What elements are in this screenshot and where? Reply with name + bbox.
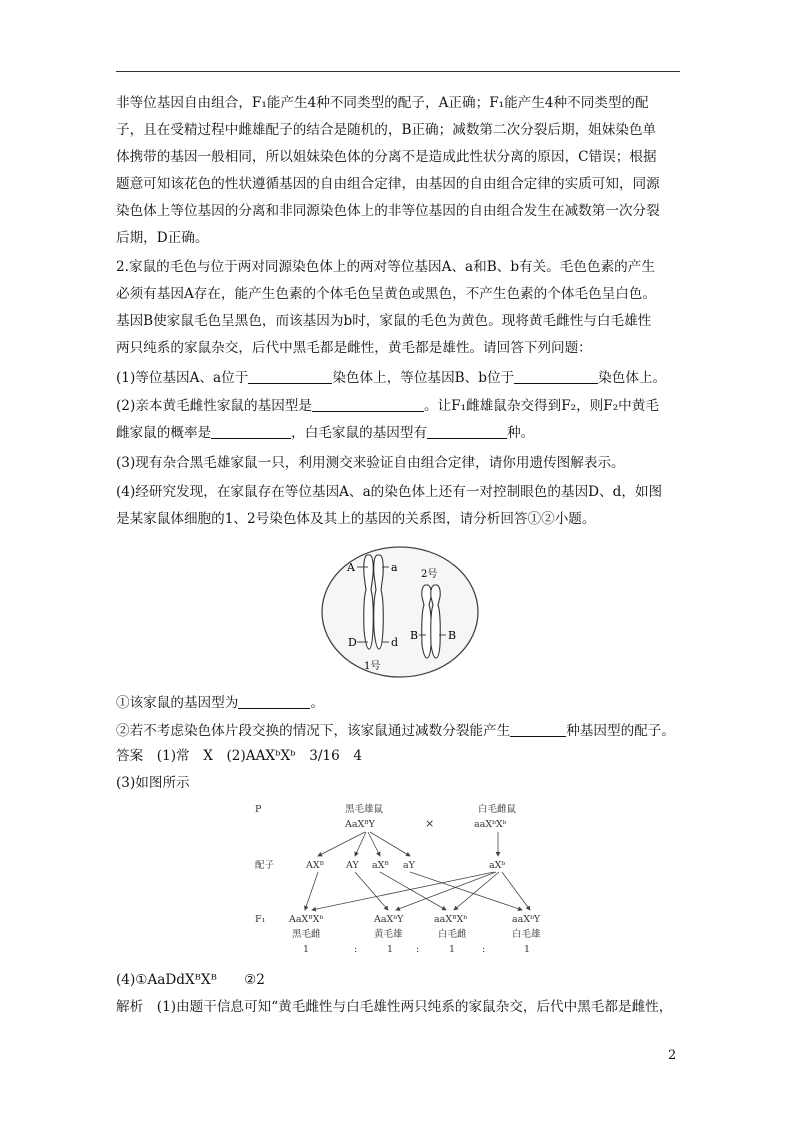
text-line: 非等位基因自由组合，F₁能产生4种不同类型的配子，A正确；F₁能产生4种不同类型的配 [116,95,649,111]
row-label-f1: F₁ [255,914,266,925]
gene-label-d: d [391,636,399,649]
gene-label-D: D [348,636,357,649]
text: ②若不考虑染色体片段交换的情况下，该家鼠通过减数分裂能产生 [116,723,511,739]
answer-blank[interactable] [427,424,507,439]
question-2-line: 必须有基因A存在，能产生色素的个体毛色呈黄色或黑色，不产生色素的个体毛色呈白色。 [116,286,656,302]
chromosome-pair-2 [422,585,441,658]
fill-question-1 [116,691,682,715]
text-line: 体携带的基因一般相同，所以姐妹染色体的分离不是造成此性状分离的原因，C错误；根据 [116,149,657,165]
offspring-phenotype: 黄毛雄 [374,929,403,940]
ratio-separator: : [416,944,420,955]
female-parent-genotype: aaXᵇXᵇ [474,819,507,830]
sub-question-2-cont [116,421,682,445]
question-2-line: 两只纯系的家鼠杂交，后代中黑毛都是雌性，黄毛都是雄性。请回答下列问题： [116,340,592,356]
offspring-phenotype: 白毛雌 [438,929,467,940]
cross-arrows [305,832,530,910]
answer-blank[interactable] [312,397,424,412]
cross-symbol: × [425,817,435,830]
text: ，白毛家鼠的基因型有 [291,425,428,441]
text: (1)等位基因A、a位于 [116,370,249,386]
chromosome-figure [320,545,480,680]
male-gamete: aY [403,860,415,871]
text: (2)亲本黄毛雌性家鼠的基因型是 [116,398,312,414]
offspring-genotype: aaXᵇY [512,914,541,925]
text-line: 题意可知该花色的性状遵循基因的自由组合定律，由基因的自由组合定律的实质可知，同源 [116,176,660,192]
ratio-separator: : [354,944,358,955]
gene-label-A: A [347,561,355,574]
sub-question-3: (3)现有杂合黑毛雄家鼠一只，利用测交来验证自由组合定律，请你用遗传图解表示。 [116,455,625,471]
offspring-ratio: 1 [387,944,394,955]
analysis-line: 解析 (1)由题干信息可知“黄毛雌性与白毛雄性两只纯系的家鼠杂交，后代中黑毛都是雌性， [116,999,673,1015]
offspring-ratio: 1 [449,944,456,955]
sub-question-2 [116,394,682,418]
offspring-genotype: AaXᴮXᵇ [289,914,324,925]
gene-label-B: B [410,629,419,642]
answer-line: 答案 (1)常 X (2)AAXᵇXᵇ 3/16 4 [116,748,362,764]
answer-blank[interactable] [211,424,291,439]
fill-question-2 [116,719,682,743]
sub-question-4: (4)经研究发现，在家鼠存在等位基因A、a的染色体上还有一对控制眼色的基因D、d，如图 [116,484,663,500]
gene-label-a: a [391,561,398,574]
offspring-ratio: 1 [303,944,310,955]
text: 种。 [507,425,535,441]
genetic-cross-diagram [250,800,560,960]
question-2-line: 基因B使家鼠毛色呈黑色，而该基因为b时，家鼠的毛色为黄色。现将黄毛雌性与白毛雄性 [116,313,652,329]
answer-blank[interactable] [510,722,566,737]
answer-line: (3)如图所示 [116,775,190,791]
question-2-line: 2.家鼠的毛色与位于两对同源染色体上的两对等位基因A、a和B、b有关。毛色色素的产生 [116,259,655,275]
male-parent-name: 黑毛雄鼠 [345,804,384,815]
answer-blank[interactable] [238,694,310,709]
female-parent-name: 白毛雌鼠 [478,804,517,815]
male-gamete: AXᴮ [306,860,325,871]
offspring-phenotype: 黑毛雌 [292,929,321,940]
male-parent-genotype: AaXᴮY [345,819,375,830]
text: 染色体上。 [598,370,667,386]
offspring-phenotype: 白毛雄 [512,929,541,940]
text-line: 后期，D正确。 [116,230,209,246]
text: 染色体上，等位基因B、b位于 [332,370,515,386]
sub-question-4: 是某家鼠体细胞的1、2号染色体及其上的基因的关系图，请分析回答①②小题。 [116,511,596,527]
text: 。 [310,695,324,711]
sub-question-1 [116,366,682,390]
female-gamete: aXᵇ [489,860,506,871]
header-rule [116,71,680,72]
cell-outline [322,547,478,677]
row-label-gamete: 配子 [255,860,275,871]
male-gamete: AY [346,860,359,871]
offspring-genotype: aaXᴮXᵇ [434,914,468,925]
text: 。让F₁雌雄鼠杂交得到F₂，则F₂中黄毛 [423,398,659,414]
answer-blank[interactable] [248,369,332,384]
text: ①该家鼠的基因型为 [116,695,239,711]
answer-blank[interactable] [514,369,598,384]
chromosome-label-2: 2号 [421,569,438,580]
answer-line: (4)①AaDdXᴮXᴮ ②2 [116,972,265,988]
ratio-separator: : [482,944,486,955]
gene-label-B: B [448,629,457,642]
offspring-ratio: 1 [524,944,531,955]
male-gamete: aXᴮ [372,860,389,871]
page-number: 2 [668,1048,677,1063]
chromosome-label-1: 1号 [364,661,381,672]
row-label-p: P [255,804,262,815]
text-line: 染色体上等位基因的分离和非同源染色体上的非等位基因的自由组合发生在减数第一次分裂 [116,203,660,219]
offspring-genotype: AaXᵇY [374,914,404,925]
text: 雌家鼠的概率是 [116,425,212,441]
text: 种基因型的配子。 [566,723,675,739]
text-line: 子，且在受精过程中雌雄配子的结合是随机的，B正确；减数第二次分裂后期，姐妹染色单 [116,122,657,138]
